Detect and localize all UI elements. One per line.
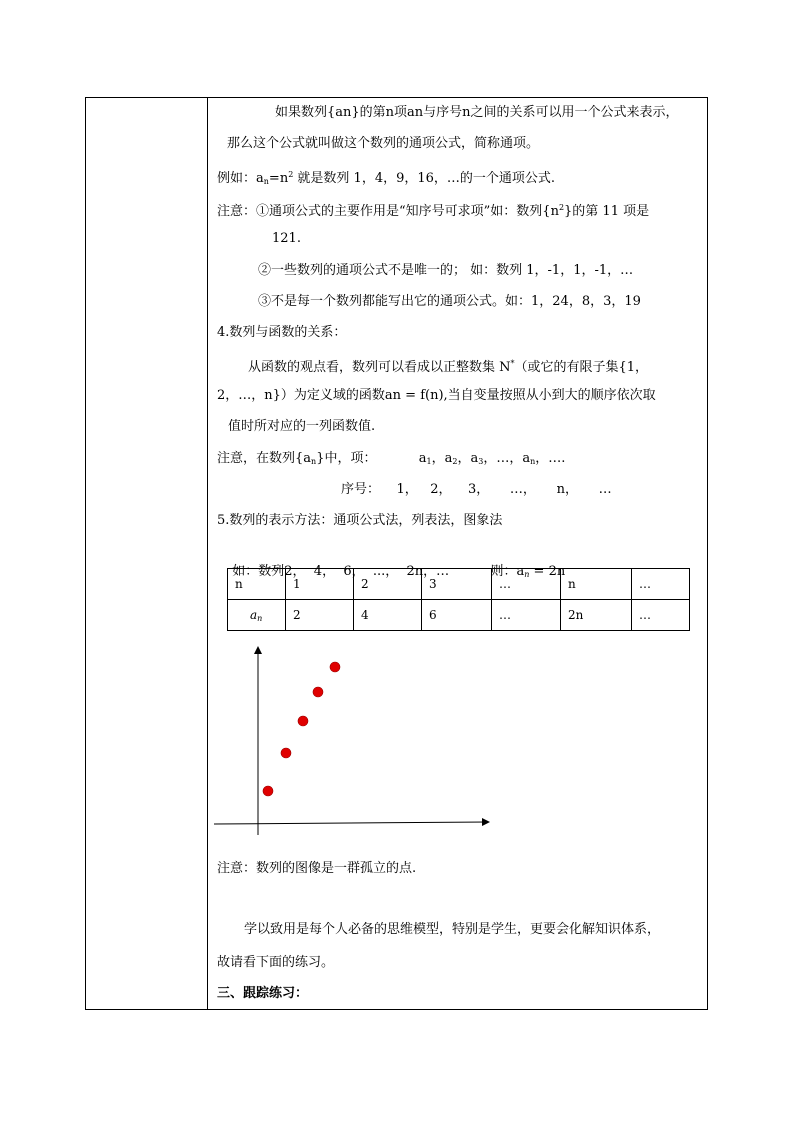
note2-line: ②一些数列的通项公式不是唯一的； 如：数列 1，-1，1，-1，… xyxy=(258,263,634,278)
section4-line3: 值时所对应的一列函数值. xyxy=(228,419,376,434)
table-cell: 2 xyxy=(354,569,422,600)
x-axis xyxy=(214,822,488,824)
table-row xyxy=(228,600,690,631)
closing-line1: 学以致用是每个人必备的思维模型，特别是学生，更要会化解知识体系， xyxy=(244,922,661,937)
table-cell: … xyxy=(492,569,561,600)
note1-continuation: 121. xyxy=(272,231,301,246)
table-row xyxy=(228,569,690,600)
example-line: 例如：$a_n=n^2$ 就是数列 1，4，9，16，…的一个通项公式. xyxy=(217,170,556,186)
note3-line: ③不是每一个数列都能写出它的通项公式。如：1，24，8，3，19 xyxy=(258,294,641,309)
section4-line1: 从函数的观点看，数列可以看成以正整数集 N*（或它的有限子集{1， xyxy=(248,359,649,375)
graph-note: 注意：数列的图像是一群孤立的点. xyxy=(217,861,417,876)
table-cell: 2n xyxy=(561,600,632,631)
table-cell: … xyxy=(632,600,690,631)
data-point xyxy=(298,716,308,726)
table-cell: 6 xyxy=(422,600,492,631)
column-divider xyxy=(207,97,208,1010)
terms-line: 注意，在数列$\{a_n\}$中，项： $a_1$，$a_2$，$a_3$，…，$a_n$，…. xyxy=(217,451,566,466)
section4-title: 4.数列与函数的关系： xyxy=(217,325,347,340)
table-cell: 1 xyxy=(286,569,354,600)
section5-title: 5.数列的表示方法：通项公式法，列表法，图象法 xyxy=(217,513,503,528)
data-point xyxy=(281,748,291,758)
section4-line2: 2，…，n}）为定义域的函数an = f(n),当自变量按照从小到大的顺序依次取 xyxy=(217,388,656,403)
table-cell: 3 xyxy=(422,569,492,600)
para1-line1: 如果数列{an}的第n项an与序号n之间的关系可以用一个公式来表示， xyxy=(275,105,679,120)
table-cell: $a_n$ xyxy=(228,600,286,631)
sequence-graph xyxy=(210,640,500,840)
data-point xyxy=(330,662,340,672)
table-cell: 4 xyxy=(354,600,422,631)
section5-example: 如：数列2， 4， 6， ...， 2n，… 则：$a_n = 2n$ xyxy=(232,564,566,579)
table-cell: … xyxy=(492,600,561,631)
table-cell: n xyxy=(561,569,632,600)
index-line: 序号： 1， 2， 3， …， n， … xyxy=(341,482,612,497)
table-cell: n xyxy=(228,569,286,600)
table-cell: 2 xyxy=(286,600,354,631)
data-point xyxy=(313,687,323,697)
closing-line2: 故请看下面的练习。 xyxy=(217,955,335,970)
para1-line2: 那么这个公式就叫做这个数列的通项公式，简称通项。 xyxy=(227,136,540,151)
note1-line: 注意：①通项公式的主要作用是“知序号可求项”如：数列$\{n^2\}$的第 11 项是 xyxy=(217,203,650,219)
section3-heading: 三、跟踪练习： xyxy=(217,986,309,1001)
data-point xyxy=(263,786,273,796)
table-cell: … xyxy=(632,569,690,600)
sequence-table xyxy=(227,568,690,631)
